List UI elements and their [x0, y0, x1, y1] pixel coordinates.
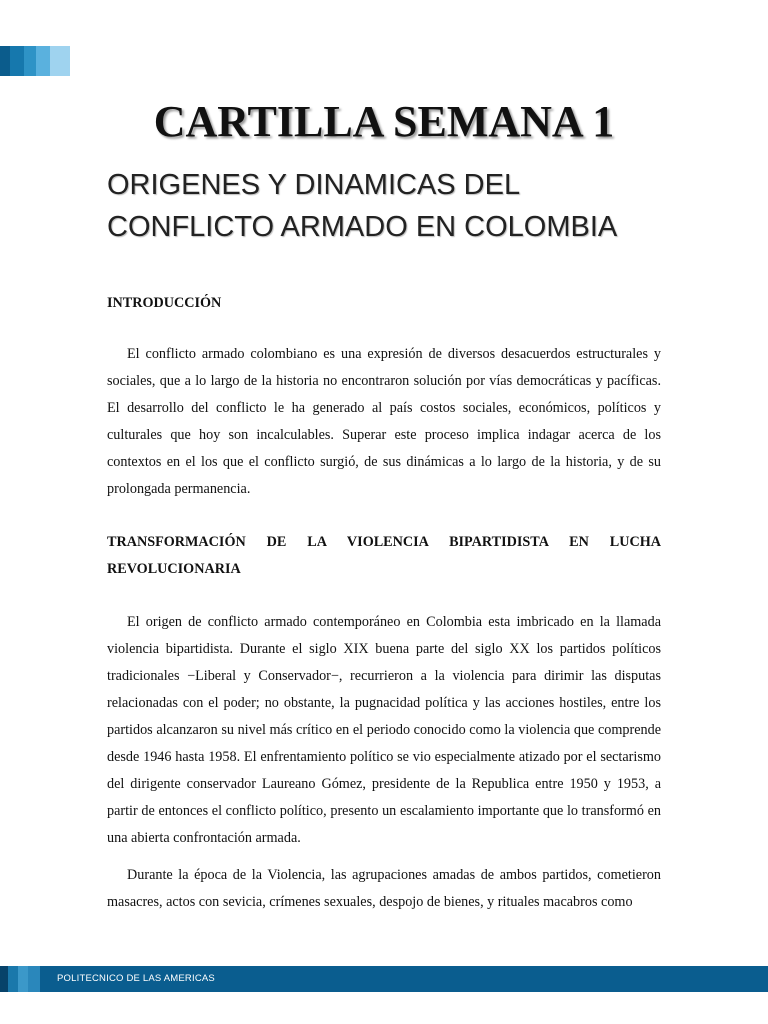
document-title: CARTILLA SEMANA 1 — [153, 97, 615, 146]
deco-block — [0, 966, 8, 992]
deco-block — [8, 966, 18, 992]
paragraph: El origen de conflicto armado contemporáneo en Colombia esta imbricado en la llamada violencia bipartidista. Durante el siglo XIX buena parte del siglo XX los partidos políticos tradicionales −Liberal y Conservador−, recurrieron a la violencia para dirimir las disputas relacionadas con el poder; no obstante, la pugnacidad política y las acciones hostiles, entre los partidos alcanzaron su nivel más crítico en el periodo conocido como la violencia que comprende desde 1946 hasta 1958. El enfrentamiento político se vio especialmente atizado por el sectarismo del dirigente conservador Laureano Gómez, presidente de la Republica entre 1950 y 1953, a partir de entonces el conflicto político, presento un escalamiento importante que lo transformó en una abierta confrontación armada. — [107, 614, 661, 846]
footer-decoration — [0, 966, 40, 992]
deco-block — [28, 966, 40, 992]
footer-bar — [0, 966, 768, 992]
section-heading-transformacion: TRANSFORMACIÓN DE LA VIOLENCIA BIPARTIDISTA EN LUCHA REVOLUCIONARIA — [107, 534, 661, 577]
document-body — [107, 290, 661, 916]
header-decoration — [0, 46, 70, 76]
paragraph: El conflicto armado colombiano es una expresión de diversos desacuerdos estructurales y sociales, que a lo largo de la historia no encontraron solución por vías democráticas y pacíficas. El desarrollo del conflicto le ha generado al país costos sociales, económicos, políticos y culturales que hoy son incalculables. Superar este proceso implica indagar acerca de los contextos en el los que el conflicto surgió, de sus dinámicas a lo largo de la historia, y de su prolongada permanencia. — [107, 346, 661, 497]
deco-block — [50, 46, 70, 76]
footer-institution: POLITECNICO DE LAS AMERICAS — [57, 973, 215, 984]
deco-block — [36, 46, 50, 76]
subtitle-line: CONFLICTO ARMADO EN COLOMBIA — [107, 211, 618, 243]
paragraph: Durante la época de la Violencia, las agrupaciones amadas de ambos partidos, cometieron masacres, actos con sevicia, crímenes sexuales, despojo de bienes, y rituales macabros como — [107, 867, 661, 910]
deco-block — [24, 46, 36, 76]
document-subtitle — [107, 164, 707, 248]
subtitle-line: ORIGENES Y DINAMICAS DEL — [107, 169, 521, 201]
section-heading-introduccion: INTRODUCCIÓN — [107, 295, 222, 311]
deco-block — [10, 46, 24, 76]
deco-block — [0, 46, 10, 76]
deco-block — [18, 966, 28, 992]
